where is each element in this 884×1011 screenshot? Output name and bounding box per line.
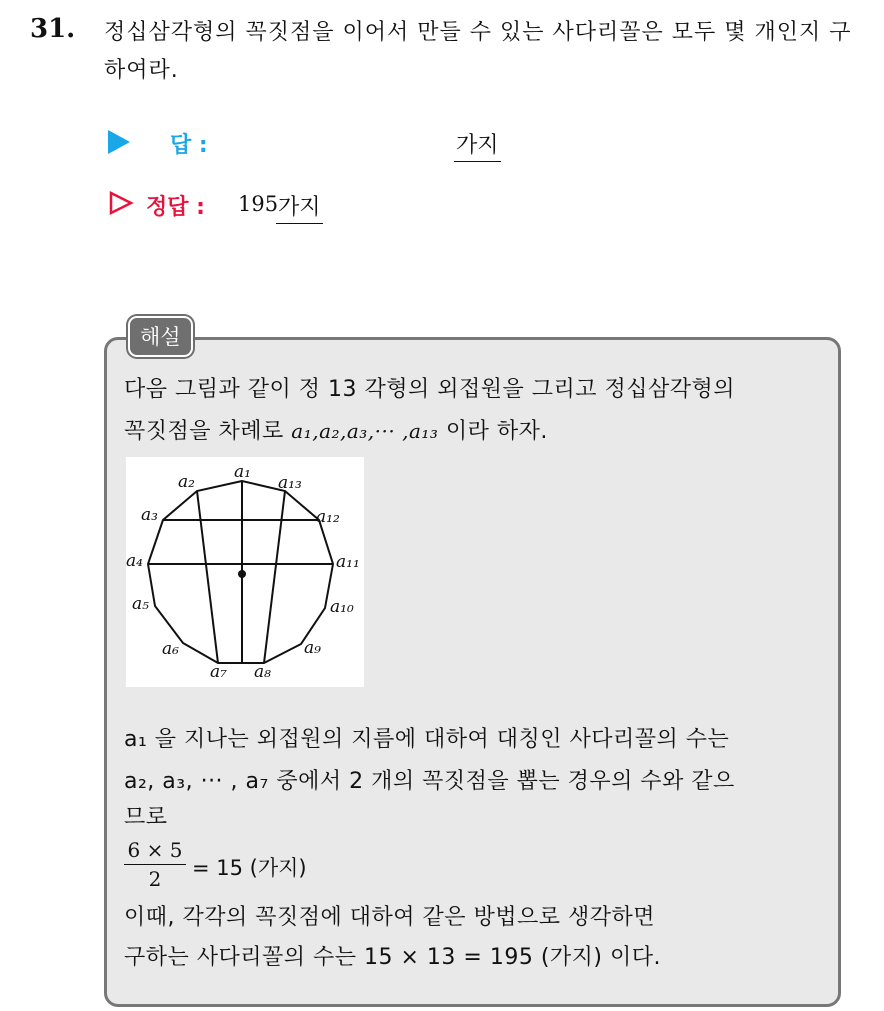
label-a9: a₉ [304, 638, 321, 658]
polygon-figure [126, 457, 364, 687]
label-a5: a₅ [132, 594, 149, 614]
fraction-result: = 15 (가지) [192, 856, 307, 880]
solution-unit: 가지 [276, 190, 323, 224]
line2-suffix: 이라 하자. [438, 419, 548, 444]
label-a13: a₁₃ [278, 473, 302, 493]
label-a12: a₁₂ [316, 507, 340, 527]
solution-label: 정답 : [146, 195, 205, 220]
solution-value: 195 [238, 192, 279, 216]
label-a3: a₃ [141, 505, 158, 525]
answer-label: 답 : [170, 133, 208, 158]
vertex-list-math: a₁,a₂,a₃,··· ,a₁₃ [291, 419, 439, 443]
explanation-line-5: 므로 [124, 805, 168, 830]
label-a2: a₂ [178, 472, 195, 492]
explanation-line-6: 이때, 각각의 꼭짓점에 대하여 같은 방법으로 생각하면 [124, 905, 655, 930]
answer-row [108, 126, 528, 162]
label-a6: a₆ [162, 639, 179, 659]
question-text: 정십삼각형의 꼭짓점을 이어서 만들 수 있는 사다리꼴은 모두 몇 개인지 구하여라. [104, 20, 852, 83]
fraction-numerator: 6 × 5 [124, 838, 186, 865]
explanation-line-4: a₂, a₃, ··· , a₇ 중에서 2 개의 꼭짓점을 뽑는 경우의 수와 같으 [124, 769, 735, 794]
label-a4: a₄ [126, 551, 143, 571]
question-number: 31. [30, 14, 76, 44]
explanation-tag: 해설 [128, 316, 193, 357]
solution-arrow-icon [108, 190, 134, 216]
line2-text: 꼭짓점을 차례로 [124, 419, 292, 444]
solution-row [108, 188, 528, 224]
label-a8: a₈ [254, 662, 271, 682]
explanation-line-3: a₁ 을 지나는 외접원의 지름에 대하여 대칭인 사다리꼴의 수는 [124, 727, 730, 752]
explanation-line-1: 다음 그림과 같이 정 13 각형의 외접원을 그리고 정십삼각형의 [124, 377, 735, 402]
label-a10: a₁₀ [330, 597, 354, 617]
fraction [124, 838, 186, 891]
label-a1: a₁ [234, 462, 251, 482]
explanation-line-2 [124, 414, 548, 445]
answer-unit: 가지 [454, 128, 501, 162]
label-a7: a₇ [210, 662, 227, 682]
label-a11: a₁₁ [336, 552, 360, 572]
answer-arrow-icon [108, 130, 130, 154]
polygon-diagram [126, 457, 364, 687]
fraction-denominator: 2 [148, 867, 162, 891]
explanation-line-7: 구하는 사다리꼴의 수는 15 × 13 = 195 (가지) 이다. [124, 945, 661, 970]
